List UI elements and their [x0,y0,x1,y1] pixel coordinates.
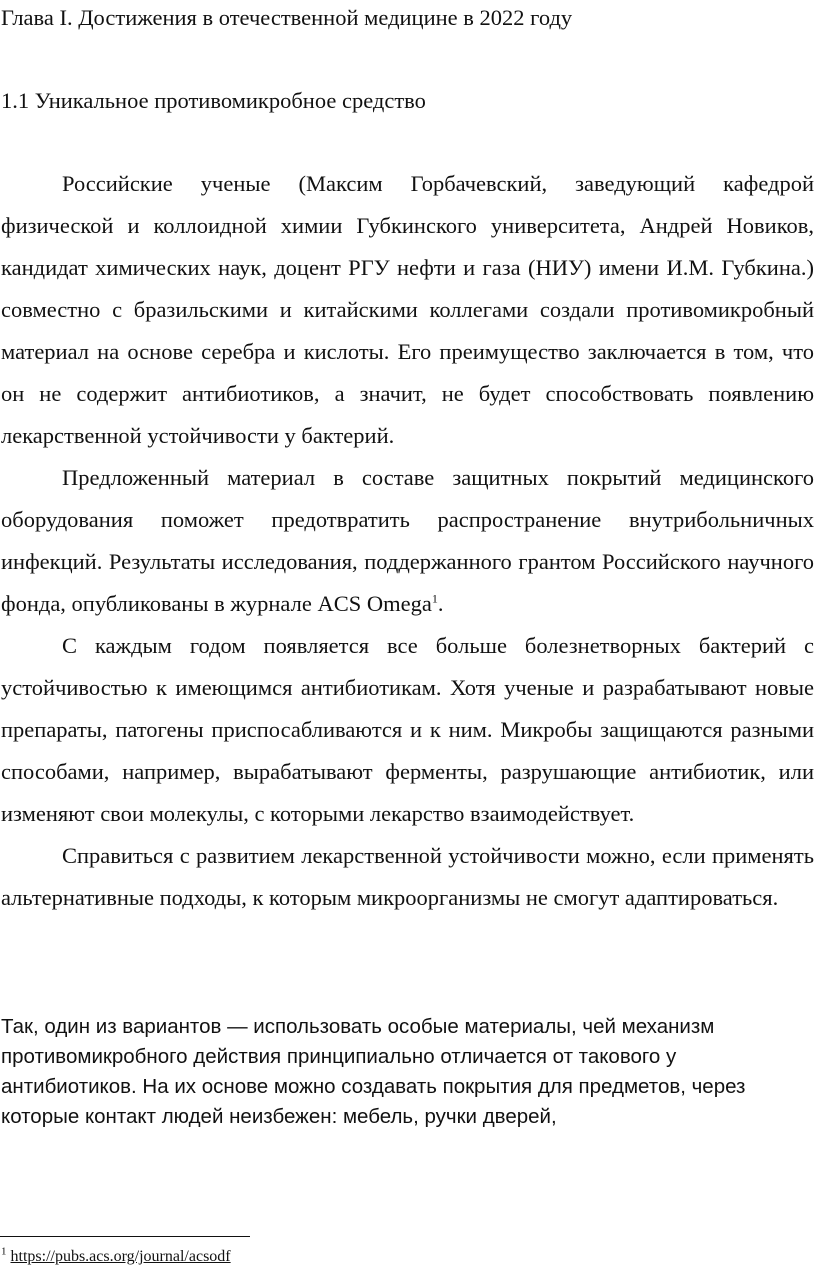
footnote-reference[interactable]: 1 [431,591,438,606]
footnote-mark: 1 [1,1245,7,1258]
paragraph-alternative-approaches: Справиться с развитием лекарственной устойчивости можно, если применять альтернативные подходы, к которым микроорганизмы не смогут адаптироваться. [1,843,814,910]
paragraph-researchers: Российские ученые (Максим Горбачевский, заведующий кафедрой физической и коллоидной химии Губкинского университета, Андрей Новиков, кандидат химических наук, доцент РГУ нефти и газа (НИУ) имени И.М. Губкина.) совместно с бразильскими и китайскими коллегами создали противомикробный материал на основе серебра и кислоты. Его преимущество заключается в том, что он не содержит антибиотиков, а значит, не будет способствовать появлению лекарственной устойчивости у бактерий. [1,171,814,448]
body-text [1,163,814,919]
paragraph-resistance: С каждым годом появляется все больше болезнетворных бактерий с устойчивостью к имеющимся антибиотикам. Хотя ученые и разрабатывают новые препараты, патогены приспосабливаются и к ним. Микробы защищаются разными способами, например, вырабатывают ферменты, разрушающие антибиотик, или изменяют свои молекулы, с которыми лекарство взаимодействует. [1,633,814,826]
footnote [1,1247,231,1267]
section-title: 1.1 Уникальное противомикробное средство [1,88,426,113]
paragraph-publication-text: Предложенный материал в составе защитных покрытий медицинского оборудования поможет предотвратить распространение внутрибольничных инфекций. Результаты исследования, поддержанного грантом Российского научного фонда, опубликованы в журнале ACS Omega [1,465,814,616]
footnote-link[interactable]: https://pubs.acs.org/journal/acsodf [10,1248,231,1265]
plain-paragraph: Так, один из вариантов — использовать особые материалы, чей механизм противомикробного действия принципиально отличается от такового у антибиотиков. На их основе можно создавать покрытия для предметов, через которые контакт людей неизбежен: мебель, ручки дверей, [1,1015,746,1128]
paragraph-publication [1,457,814,625]
chapter-title: Глава I. Достижения в отечественной медицине в 2022 году [1,5,573,30]
footnote-divider [0,1236,250,1237]
paragraph-publication-ending: . [437,591,444,616]
